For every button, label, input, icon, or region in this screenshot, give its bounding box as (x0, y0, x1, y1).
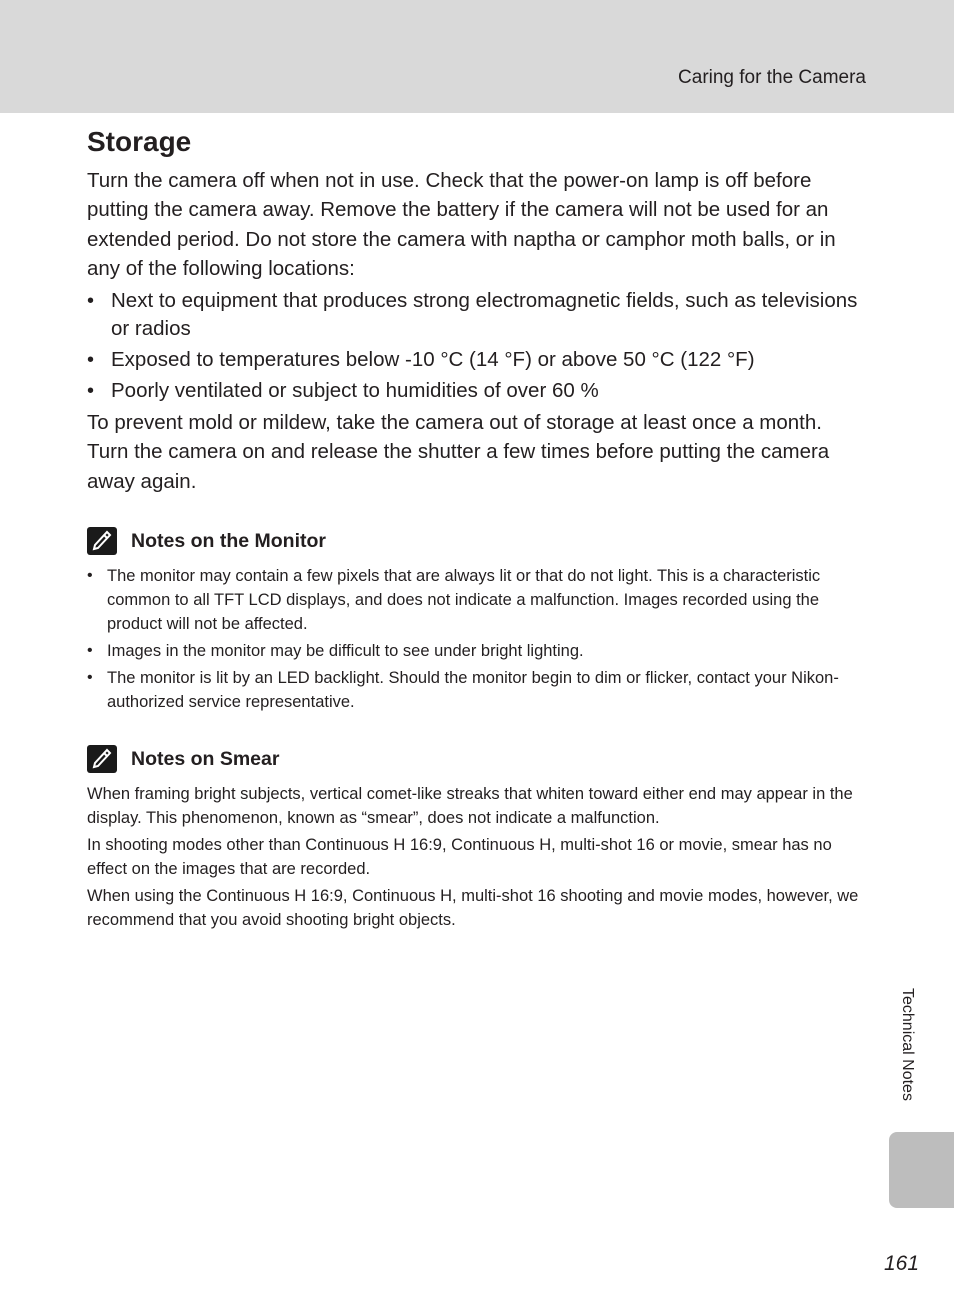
list-item: • Next to equipment that produces strong electromagnetic fields, such as televisions or radios (87, 289, 858, 341)
note-header (87, 526, 867, 556)
list-item: • Images in the monitor may be difficult to see under bright lighting. (87, 639, 867, 663)
side-tab (889, 1132, 954, 1208)
smear-paragraph: When framing bright subjects, vertical comet-like streaks that whiten toward either end may appear in the display. This phenomenon, known as “smear”, does not indicate a malfunction. (87, 785, 853, 828)
page-content (87, 124, 867, 935)
note-title: Notes on the Monitor (131, 529, 326, 552)
closing-paragraph: To prevent mold or mildew, take the camera out of storage at least once a month. Turn the camera on and release the shutter a few times before putting the camera away again. (87, 411, 830, 493)
list-item: • Poorly ventilated or subject to humidities of over 60 % (87, 377, 867, 405)
bullet-icon: • (87, 669, 93, 687)
smear-paragraph: When using the Continuous H 16:9, Continuous H, multi-shot 16 shooting and movie modes, however, we recommend that you avoid shooting bright objects. (87, 887, 859, 930)
running-head: Caring for the Camera (678, 67, 866, 88)
note-header (87, 744, 867, 774)
list-item: • Exposed to temperatures below -10 °C (14 °F) or above 50 °C (122 °F) (87, 346, 867, 374)
caution-pencil-icon (87, 527, 117, 555)
notes-smear (87, 744, 867, 932)
section-title: Storage (87, 126, 192, 157)
bullet-icon: • (87, 349, 95, 372)
intro-paragraph: Turn the camera off when not in use. Check that the power-on lamp is off before putting the camera away. Remove the battery if the camera will not be used for an extended period. Do not store the camera with naptha or camphor moth balls, or in any of the following locations: (87, 169, 836, 280)
side-tab-label: Technical Notes (899, 988, 916, 1101)
header-band (0, 0, 954, 113)
smear-notes-body (87, 782, 867, 932)
bullet-icon: • (87, 567, 93, 585)
list-item: • The monitor may contain a few pixels that are always lit or that do not light. This is a characteristic common to all TFT LCD displays, and does not indicate a malfunction. Images recorded using the product will not be affected. (87, 564, 867, 636)
monitor-notes-list (87, 564, 867, 714)
bullet-icon: • (87, 290, 95, 313)
list-item: • The monitor is lit by an LED backlight. Should the monitor begin to dim or flicker, contact your Nikon-authorized service representative. (87, 666, 867, 714)
note-title: Notes on Smear (131, 747, 280, 770)
page-number: 161 (884, 1252, 920, 1275)
bullet-icon: • (87, 642, 93, 660)
storage-locations-list (87, 287, 867, 405)
caution-pencil-icon (87, 745, 117, 773)
bullet-icon: • (87, 380, 95, 403)
smear-paragraph: In shooting modes other than Continuous H 16:9, Continuous H, multi-shot 16 or movie, smear has no effect on the images that are recorded. (87, 836, 832, 879)
notes-monitor (87, 526, 867, 714)
